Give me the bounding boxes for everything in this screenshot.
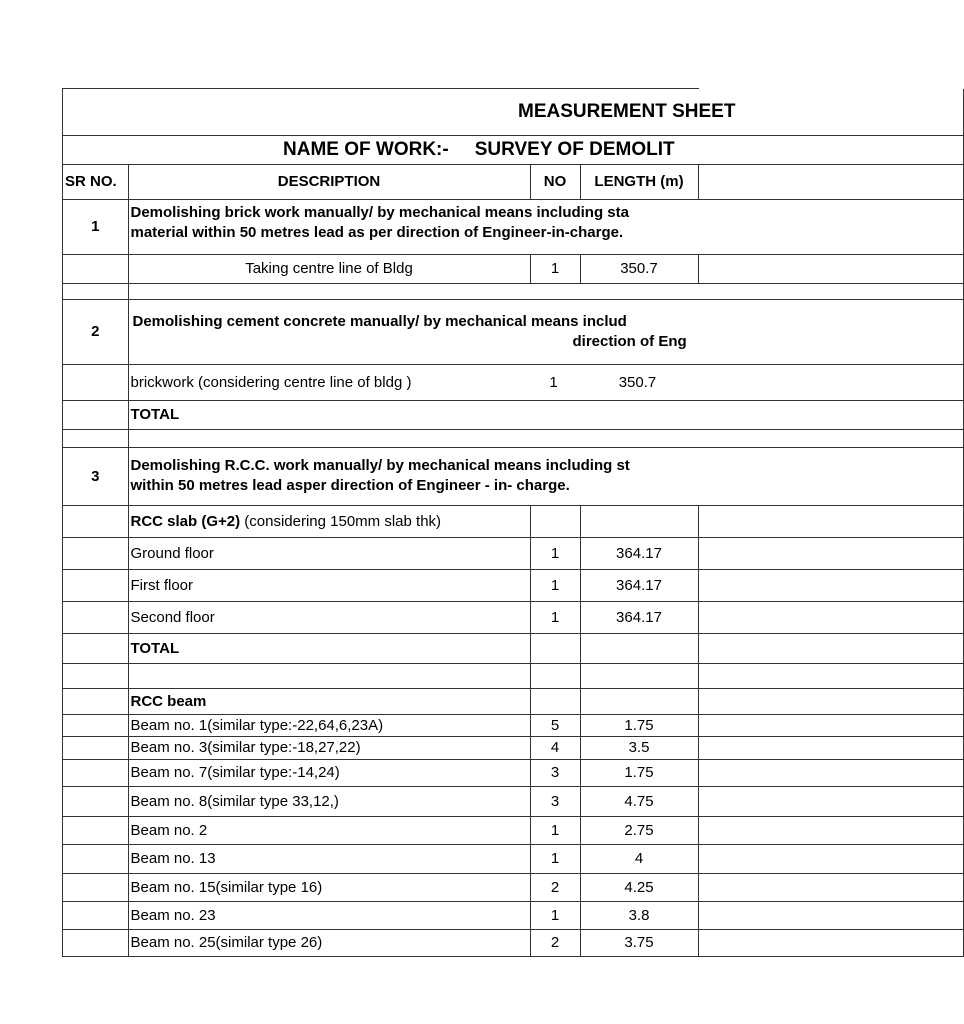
length-cell: 1.75 xyxy=(580,714,698,736)
header-extra xyxy=(698,164,963,199)
item-description-line: Demolishing brick work manually/ by mechanical means including sta xyxy=(130,203,629,221)
description-cell: Beam no. 1(similar type:-22,64,6,23A) xyxy=(128,714,530,736)
extra-cell xyxy=(698,873,963,901)
total-label: TOTAL xyxy=(128,633,530,663)
table-row xyxy=(63,714,963,736)
length-cell: 350.7 xyxy=(580,254,698,283)
no-cell: 1 xyxy=(530,844,580,873)
extra-cell xyxy=(698,901,963,929)
item-sr: 3 xyxy=(63,447,128,505)
header-description: DESCRIPTION xyxy=(128,164,530,199)
no-cell xyxy=(530,505,580,537)
slab-heading-bold: RCC slab (G+2) xyxy=(130,512,241,530)
sr-cell xyxy=(63,873,128,901)
sr-cell xyxy=(63,537,128,569)
blank-cell xyxy=(63,283,128,299)
table-row xyxy=(63,601,963,633)
extra-cell xyxy=(698,816,963,844)
table-row xyxy=(63,816,963,844)
name-of-work xyxy=(63,135,963,164)
sr-cell xyxy=(63,901,128,929)
item-description xyxy=(128,199,963,254)
blank-cell xyxy=(63,663,128,688)
length-cell: 4.75 xyxy=(580,786,698,816)
length-cell: 3.8 xyxy=(580,901,698,929)
no-cell xyxy=(530,633,580,663)
no-cell: 5 xyxy=(530,714,580,736)
description-cell: Beam no. 8(similar type 33,12,) xyxy=(128,786,530,816)
length-cell xyxy=(580,688,698,714)
blank-cell xyxy=(128,663,530,688)
length-cell: 350.7 xyxy=(618,373,657,391)
description-cell: Beam no. 25(similar type 26) xyxy=(128,929,530,956)
description-cell: Beam no. 2 xyxy=(128,816,530,844)
header-sr-no: SR NO. xyxy=(63,164,128,199)
blank-cell xyxy=(580,663,698,688)
extra-cell xyxy=(698,505,963,537)
sr-cell xyxy=(63,759,128,786)
no-cell: 1 xyxy=(530,816,580,844)
extra-cell xyxy=(698,736,963,759)
description-cell: Beam no. 23 xyxy=(128,901,530,929)
extra-cell xyxy=(698,601,963,633)
blank-cell xyxy=(63,429,128,447)
sr-cell xyxy=(63,816,128,844)
name-of-work-value: SURVEY OF DEMOLIT xyxy=(474,138,675,160)
sheet-title: MEASUREMENT SHEET xyxy=(63,89,963,135)
description-cell: Beam no. 7(similar type:-14,24) xyxy=(128,759,530,786)
sr-cell xyxy=(63,601,128,633)
sr-cell xyxy=(63,633,128,663)
extra-cell xyxy=(698,844,963,873)
sr-cell xyxy=(63,364,128,400)
sr-cell xyxy=(63,254,128,283)
description-cell: Beam no. 3(similar type:-18,27,22) xyxy=(128,736,530,759)
no-cell: 1 xyxy=(530,254,580,283)
sr-cell xyxy=(63,786,128,816)
item-description-line: within 50 metres lead asper direction of Engineer - in- charge. xyxy=(130,477,570,494)
description-cell: Beam no. 15(similar type 16) xyxy=(128,873,530,901)
item-sr: 1 xyxy=(63,199,128,254)
sr-cell xyxy=(63,736,128,759)
item-description-line: Demolishing R.C.C. work manually/ by mechanical means including st xyxy=(130,457,630,474)
length-cell: 364.17 xyxy=(580,569,698,601)
slab-heading xyxy=(128,505,530,537)
no-cell: 1 xyxy=(530,601,580,633)
description-cell xyxy=(128,364,963,400)
item-description xyxy=(128,299,963,364)
length-cell xyxy=(580,505,698,537)
length-cell: 4.25 xyxy=(580,873,698,901)
extra-cell xyxy=(698,929,963,956)
blank-cell xyxy=(128,429,963,447)
length-cell: 3.75 xyxy=(580,929,698,956)
sr-cell xyxy=(63,400,128,429)
description-text: brickwork (considering centre line of bldg ) xyxy=(130,373,412,391)
extra-cell xyxy=(698,569,963,601)
extra-cell xyxy=(698,786,963,816)
length-cell: 2.75 xyxy=(580,816,698,844)
table-row xyxy=(63,901,963,929)
table-row xyxy=(63,873,963,901)
no-cell xyxy=(530,688,580,714)
measurement-sheet xyxy=(62,88,736,957)
sr-cell xyxy=(63,929,128,956)
table-row xyxy=(63,537,963,569)
beam-heading: RCC beam xyxy=(128,688,530,714)
table-row xyxy=(63,929,963,956)
table-row xyxy=(63,844,963,873)
extra-cell xyxy=(698,537,963,569)
sr-cell xyxy=(63,688,128,714)
length-cell: 3.5 xyxy=(580,736,698,759)
sr-cell xyxy=(63,569,128,601)
length-cell: 364.17 xyxy=(580,537,698,569)
header-no: NO xyxy=(530,164,580,199)
no-cell: 3 xyxy=(530,759,580,786)
no-cell: 3 xyxy=(530,786,580,816)
length-cell xyxy=(580,633,698,663)
no-cell: 1 xyxy=(530,901,580,929)
table-row xyxy=(63,364,963,400)
no-cell: 4 xyxy=(530,736,580,759)
table-row xyxy=(63,254,963,283)
item-description xyxy=(128,447,963,505)
sr-cell xyxy=(63,844,128,873)
no-cell: 1 xyxy=(549,373,558,391)
name-of-work-label: NAME OF WORK:- xyxy=(283,138,449,160)
table-row xyxy=(63,736,963,759)
table-row xyxy=(63,786,963,816)
no-cell: 1 xyxy=(530,569,580,601)
extra-cell xyxy=(698,633,963,663)
blank-cell xyxy=(698,663,963,688)
description-cell: Ground floor xyxy=(128,537,530,569)
extra-cell xyxy=(698,759,963,786)
slab-heading-note: (considering 150mm slab thk) xyxy=(240,512,442,530)
no-cell: 1 xyxy=(530,537,580,569)
extra-cell xyxy=(698,714,963,736)
extra-cell xyxy=(698,688,963,714)
length-cell: 364.17 xyxy=(580,601,698,633)
sr-cell xyxy=(63,714,128,736)
length-cell: 1.75 xyxy=(580,759,698,786)
no-cell: 2 xyxy=(530,873,580,901)
item-description-line: direction of Eng xyxy=(572,332,687,350)
total-label: TOTAL xyxy=(128,400,963,429)
description-cell: First floor xyxy=(128,569,530,601)
extra-cell xyxy=(698,254,963,283)
table-row xyxy=(63,759,963,786)
table-row xyxy=(63,569,963,601)
item-sr: 2 xyxy=(63,299,128,364)
length-cell: 4 xyxy=(580,844,698,873)
description-cell: Taking centre line of Bldg xyxy=(128,254,530,283)
blank-cell xyxy=(128,283,963,299)
blank-cell xyxy=(530,663,580,688)
item-description-line: Demolishing cement concrete manually/ by mechanical means includ xyxy=(132,312,627,330)
no-cell: 2 xyxy=(530,929,580,956)
description-cell: Second floor xyxy=(128,601,530,633)
item-description-line: material within 50 metres lead as per direction of Engineer-in-charge. xyxy=(130,223,624,241)
description-cell: Beam no. 13 xyxy=(128,844,530,873)
sr-cell xyxy=(63,505,128,537)
header-length: LENGTH (m) xyxy=(580,164,698,199)
measurement-table xyxy=(63,89,964,957)
